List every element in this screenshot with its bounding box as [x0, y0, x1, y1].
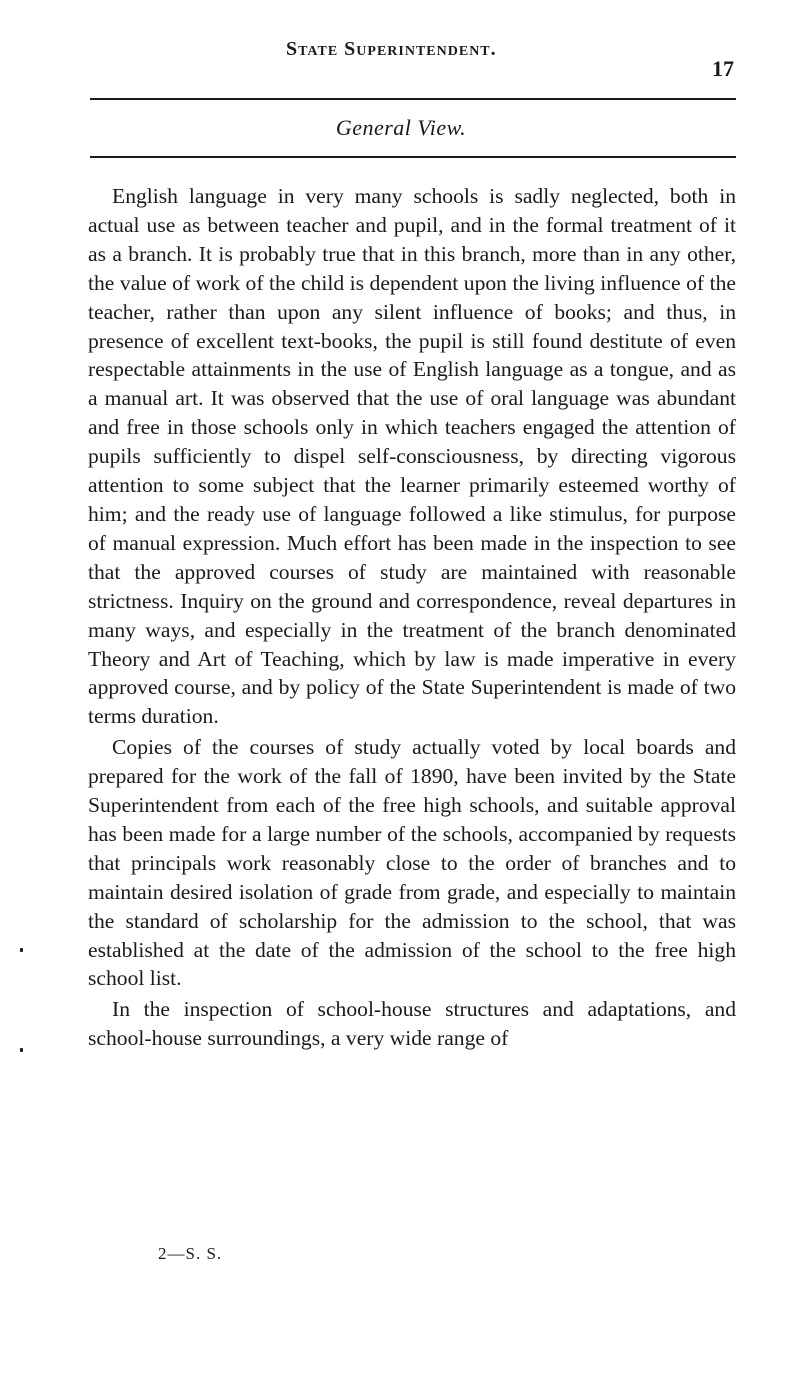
section-title: General View. [335, 115, 467, 140]
margin-speck [20, 948, 23, 952]
running-title: State Superintendent. [286, 38, 497, 60]
paragraph-english-language: English language in very many schools is sadly neglected, both in actual use as between teacher and pupil, and in the formal treatment of it as a branch. It is probably true that in this branch, more than in any other, the value of work of the child is dependent upon the living influence of the teacher, rather than upon any silent influence of books; and thus, in presence of excellent text-books, the pupil is still found destitute of even respectable attainments in the use of English language as a tongue, and as a manual art. It was observed that the use of oral language was abundant and free in those schools only in which teachers engaged the attention of pupils sufficiently to dispel self-consciousness, by directing vigorous attention to some subject that the learner primarily esteemed worthy of him; and the ready use of language followed a like stimulus, for purpose of manual expression. Much effort has been made in the inspection to see that the approved courses of study are maintained with reasonable strictness. Inquiry on the ground and correspondence, reveal departures in many ways, and especially in the treatment of the branch denominated Theory and Art of Teaching, which by law is made imperative in every approved course, and by policy of the State Superintendent is made of two terms duration. [88, 184, 736, 729]
signature-mark: 2—S. S. [158, 1244, 223, 1263]
running-head [0, 38, 802, 81]
margin-speck [20, 1048, 23, 1052]
paragraph-courses-of-study: Copies of the courses of study actually voted by local boards and prepared for the work of the fall of 1890, have been invited by the State Superintendent from each of the free high schools, and suitable approval has been made for a large number of the schools, accompanied by requests that principals work reasonably close to the order of branches and to maintain desired isolation of grade from grade, and especially to maintain the standard of scholarship for the admission to the school, that was established at the date of the admission of the school to the free high school list. [88, 735, 736, 991]
bottom-rule [90, 156, 736, 158]
top-rule [90, 98, 736, 100]
body-text [88, 182, 736, 1053]
page-number: 17 [712, 56, 734, 81]
paragraph-school-house-inspection: In the inspection of school-house structures and adaptations, and school-house surroundings, a very wide range of [88, 997, 736, 1051]
